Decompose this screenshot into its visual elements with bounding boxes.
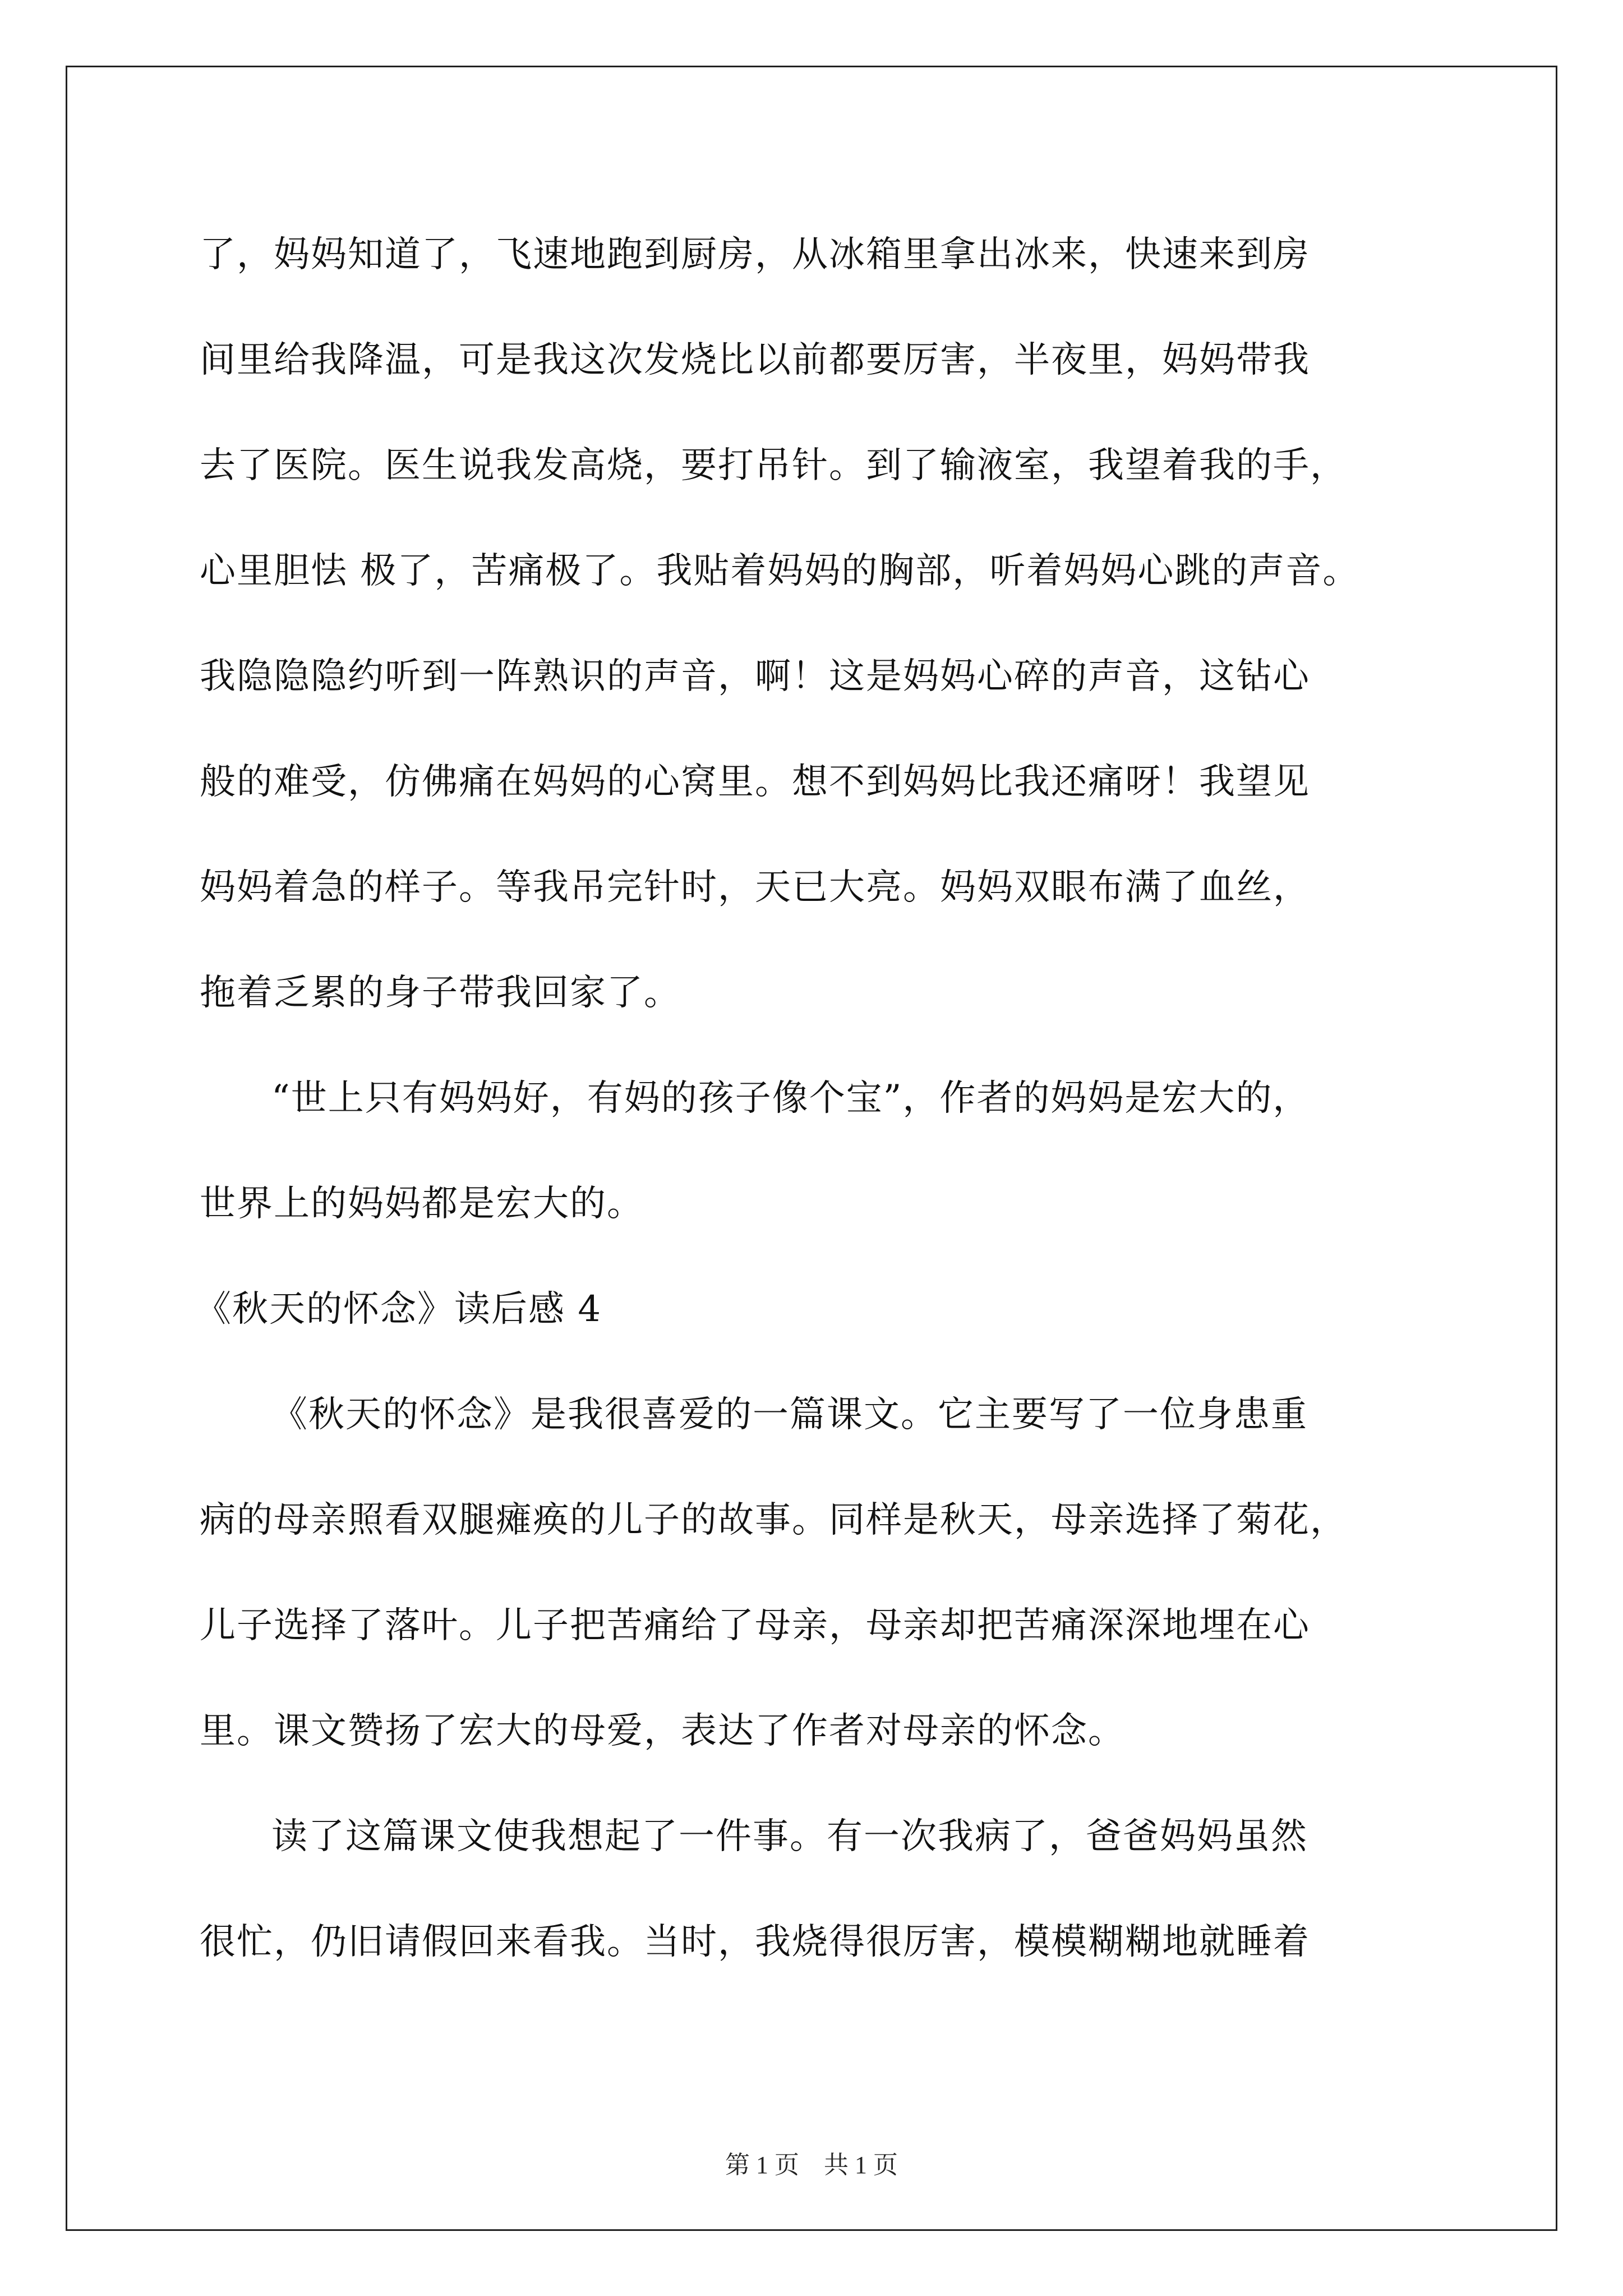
text-line: 拖着乏累的身子带我回家了。 [200,972,681,1014]
paragraph-start-line: 读了这篇课文使我想起了一件事。有一次我病了，爸爸妈妈虽然 [271,1816,1308,1857]
section-heading: 《秋天的怀念》读后感 4 [195,1289,602,1330]
text-line: 心里胆怯 极了，苦痛极了。我贴着妈妈的胸部，听着妈妈心跳的声音。 [200,550,1360,592]
paragraph-start-line: “世上只有妈妈好，有妈的孩子像个宝”，作者的妈妈是宏大的， [271,1078,1310,1119]
text-line: 我隐隐隐约听到一阵熟识的声音，啊！这是妈妈心碎的声音，这钻心 [200,656,1310,697]
text-line: 世界上的妈妈都是宏大的。 [200,1183,644,1225]
page-number: 第 1 页 共 1 页 [725,2151,898,2179]
text-line: 妈妈着急的样子。等我吊完针时，天已大亮。妈妈双眼布满了血丝， [200,867,1310,908]
text-line: 里。课文赞扬了宏大的母爱，表达了作者对母亲的怀念。 [200,1710,1125,1752]
text-line: 很忙，仍旧请假回来看我。当时，我烧得很厉害，模模糊糊地就睡着 [200,1921,1310,1963]
document-body [195,202,1433,1995]
text-line: 般的难受，仿佛痛在妈妈的心窝里。想不到妈妈比我还痛呀！我望见 [200,761,1310,803]
text-line: 了，妈妈知道了，飞速地跑到厨房，从冰箱里拿出冰来，快速来到房 [200,234,1310,275]
text-line: 病的母亲照看双腿瘫痪的儿子的故事。同样是秋天，母亲选择了菊花， [200,1499,1347,1541]
text-line: 间里给我降温，可是我这次发烧比以前都要厉害，半夜里，妈妈带我 [200,339,1310,381]
text-line: 去了医院。医生说我发高烧，要打吊针。到了输液室，我望着我的手， [200,445,1347,486]
paragraph-start-line: 《秋天的怀念》是我很喜爱的一篇课文。它主要写了一位身患重 [271,1394,1308,1435]
text-line: 儿子选择了落叶。儿子把苦痛给了母亲，母亲却把苦痛深深地埋在心 [200,1605,1310,1646]
